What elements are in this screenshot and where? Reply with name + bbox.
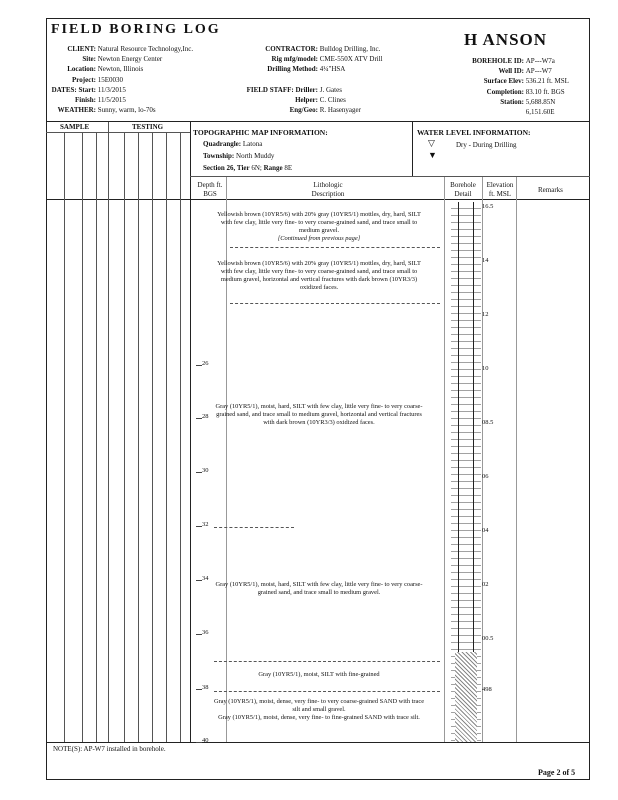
description-4: Gray (10YR5/1), moist, hard, SILT with few clay, little very fine- to very coarse-grained sand, and trace small to medium gravel. xyxy=(215,581,423,596)
footer-divider xyxy=(46,742,590,743)
col-line xyxy=(124,132,125,742)
description-3: Gray (10YR5/1), moist, hard, SILT with few clay, little very fine- to very coarse-grained sand, and trace small to medium gravel, horizontal and vertical fractures with dark brown (10YR3/3) oxidized faces. xyxy=(215,403,423,426)
log-title: FIELD BORING LOG xyxy=(51,22,221,37)
depth-label: 30 xyxy=(202,467,209,474)
section-tier-range: Section 26, Tier 6N; Range 8E xyxy=(203,164,293,172)
header-middle: CONTRACTOR: Bulldog Drilling, Inc. Rig mfg/model: CME-550X ATV Drill Drilling Method: 4¼"HSA FIELD STAFF: Driller: J. Gates Helper: C. Clines Eng/Geo: R. Hasenyager xyxy=(246,45,383,115)
header-right: BOREHOLE ID: AP---W7a Well ID: AP---W7 Surface Elev: 536.21 ft. MSL Completion: 83.10 ft. BGS Station: 5,688.85N 6,151.60E xyxy=(472,57,569,117)
borehole-header: Borehole Detail xyxy=(450,181,476,198)
contact-line xyxy=(214,527,294,528)
col-line xyxy=(152,132,153,742)
depth-label: 36 xyxy=(202,629,209,636)
elevation-header: Elevation ft. MSL xyxy=(486,181,514,198)
col-line xyxy=(180,132,181,742)
elevation-label: 16.5 xyxy=(482,203,494,210)
elevation-label: 06 xyxy=(482,473,489,480)
elevation-label: 08.5 xyxy=(482,419,494,426)
elevation-label: 12 xyxy=(482,311,489,318)
water-heading: WATER LEVEL INFORMATION: xyxy=(417,128,531,137)
water-level-symbol-icon: ▼ xyxy=(428,150,437,160)
company-logo: H ANSON xyxy=(464,30,548,49)
quadrangle: Quadrangle: Latona xyxy=(203,140,263,148)
columns-divider xyxy=(46,199,590,200)
col-line xyxy=(64,132,65,742)
description-1: Yellowish brown (10YR5/6) with 20% gray (10YR5/1) mottles, dry, hard, SILT with few clay, little very fine- to very coarse-grained sand, and trace small to medium gravel. [Continued from previous page] xyxy=(217,211,421,242)
elevation-label: 14 xyxy=(482,257,489,264)
depth-header: Depth ft. BGS xyxy=(197,181,223,198)
township: Township: North Muddy xyxy=(203,152,275,160)
well-casing xyxy=(458,202,474,652)
topo-heading: TOPOGRAPHIC MAP INFORMATION: xyxy=(193,128,328,137)
columns-header-line xyxy=(190,176,590,177)
depth-label: 34 xyxy=(202,575,209,582)
depth-label: 38 xyxy=(202,684,209,691)
col-line xyxy=(516,176,517,742)
water-level-line1: Dry - During Drilling xyxy=(456,141,517,149)
elevation-label: 10 xyxy=(482,365,489,372)
elevation-label: 02 xyxy=(482,581,489,588)
col-line xyxy=(82,132,83,742)
lithologic-header: Lithologic Description xyxy=(311,181,345,198)
col-line xyxy=(108,122,109,742)
testing-heading: TESTING xyxy=(132,123,164,131)
well-screen xyxy=(455,652,477,742)
depth-label: 32 xyxy=(202,521,209,528)
contact-line xyxy=(214,661,440,662)
contact-line xyxy=(230,247,440,248)
elevation-label: 00.5 xyxy=(482,635,494,642)
elevation-label: 04 xyxy=(482,527,489,534)
sample-subdivider xyxy=(46,132,190,133)
contact-line xyxy=(230,303,440,304)
description-2: Yellowish brown (10YR5/6) with 20% gray (10YR5/1) mottles, dry, hard, SILT with few clay, little very fine- to very coarse-grained sand, and trace small to medium gravel, horizontal and vertical fractures with dark brown (10YR3/3) oxidized faces. xyxy=(217,260,421,291)
water-level-symbol-icon: ▽ xyxy=(428,138,435,148)
header-divider xyxy=(46,121,590,122)
col-line xyxy=(412,122,413,176)
col-line xyxy=(96,132,97,742)
remarks-header: Remarks xyxy=(538,186,563,194)
description-5: Gray (10YR5/1), moist, SILT with fine-grained xyxy=(258,671,380,678)
description-6: Gray (10YR5/1), moist, dense, very fine- to very coarse-grained SAND with trace silt and small gravel. xyxy=(213,698,425,713)
page-number: Page 2 of 5 xyxy=(538,768,576,777)
depth-label: 26 xyxy=(202,360,209,367)
header-left: CLIENT: Natural Resource Technology,Inc. Site: Newton Energy Center Location: Newton, Illinois Project: 15E0030 DATES: Start: 11/3/2015 Finish: 11/5/2015 WEATHER: Sunny, warm, lo-70s xyxy=(51,45,194,115)
col-line xyxy=(444,176,445,742)
contact-line xyxy=(214,691,440,692)
description-7: Gray (10YR5/1), moist, dense, very fine- to fine-grained SAND with trace silt. xyxy=(218,714,420,721)
note: NOTE(S): AP-W7 installed in borehole. xyxy=(53,745,166,753)
elevation-label: 498 xyxy=(482,686,492,693)
sample-heading: SAMPLE xyxy=(60,123,90,131)
depth-label: 40 xyxy=(202,737,209,744)
col-line xyxy=(166,132,167,742)
col-line xyxy=(190,122,191,742)
col-line xyxy=(138,132,139,742)
depth-label: 28 xyxy=(202,413,209,420)
